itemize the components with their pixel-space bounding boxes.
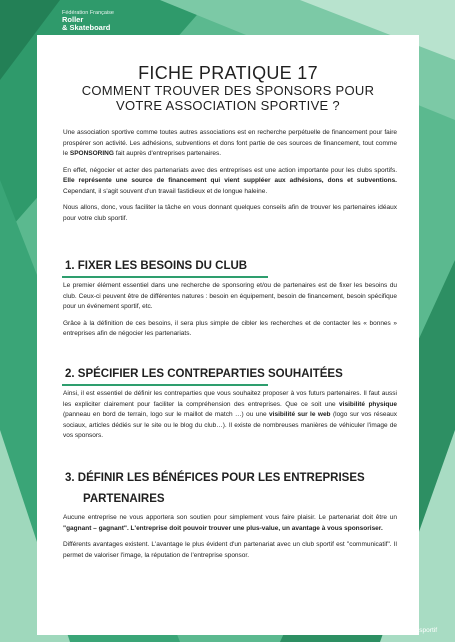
- heading-underline: [62, 384, 268, 386]
- section-2-heading: 2. SPÉCIFIER LES CONTREPARTIES SOUHAITÉES: [65, 368, 343, 380]
- section-2-paragraph-1: Ainsi, il est essentiel de définir les contreparties que vous souhaitez proposer à vos futurs partenaires. Il faut aussi les expliciter clairement pour faciliter la compréhension des entreprises. Que ce soit une visibilité physique (panneau en bord de terrain, logo sur le maillot de match …) ou une visibilité sur le web (logo sur vos réseaux sociaux, articles dédiés sur le site ou le blog du club…). Il existe de nombreuses manières de véhiculer l'image de vos sponsors.: [63, 390, 397, 439]
- section-1-paragraph-1: Le premier élément essentiel dans une recherche de sponsoring et/ou de partenaires est de fixer les besoins du club. Ceux-ci peuvent être de différentes natures : besoin en équipement, besoin de financement, besoin spécifique pour un événement sportif, etc.: [63, 282, 397, 310]
- intro-paragraph-3: Nous allons, donc, vous faciliter la tâche en vous donnant quelques conseils afin de trouver les partenaires idéaux pour votre club sportif.: [63, 204, 397, 222]
- section-1-text: [63, 281, 397, 340]
- section-3-paragraph-1: Aucune entreprise ne vous apportera son soutien pour simplement vous faire plaisir. Le partenariat doit être un "gagnant – gagnant". L'entreprise doit pouvoir trouver une plus-value, un avantage à vous sponsoriser.: [63, 514, 397, 532]
- heading-underline: [62, 276, 268, 278]
- section-3-heading-line-1: 3. DÉFINIR LES BÉNÉFICES POUR LES ENTREPRISES: [65, 472, 365, 484]
- section-1-paragraph-2: Grâce à la définition de ces besoins, il sera plus simple de cibler les recherches et de contacter les « bonnes » entreprises afin de négocier les partenariats.: [63, 319, 397, 337]
- subtitle-line-1: COMMENT TROUVER DES SPONSORS POUR: [81, 83, 375, 98]
- section-3-heading: [65, 468, 365, 510]
- logo-line-3: & Skateboard: [62, 23, 111, 33]
- intro-text: [63, 128, 397, 224]
- section-3-heading-line-2: PARTENAIRES: [83, 493, 165, 505]
- section-3-text: [63, 513, 397, 561]
- page-title: FICHE PRATIQUE 17: [138, 63, 318, 83]
- intro-paragraph-1: Une association sportive comme toutes autres associations est en recherche perpétuelle de financement pour faire prospérer son activité. Les adhésions, subventions et dons font partie de ces sources de financement, tout comme le SPONSORING fait auprès d'entreprises partenaires.: [63, 129, 397, 157]
- page-footer: Fiche pratique – Sponsoring sportif: [336, 627, 437, 634]
- content-panel: [37, 35, 419, 635]
- logo-line-1: Fédération Française: [62, 10, 114, 16]
- subtitle-line-2: VOTRE ASSOCIATION SPORTIVE ?: [116, 98, 340, 113]
- section-2-text: [63, 389, 397, 442]
- logo-line-2: Roller: [62, 15, 84, 25]
- section-3-paragraph-2: Différents avantages existent. L'avantage le plus évident d'un partenariat avec un club sportif est "communicatif". Il permet de valoriser l'image, la réputation de l'entreprise sponsor.: [63, 541, 397, 559]
- intro-paragraph-2: En effet, négocier et acter des partenariats avec des entreprises est une action importante pour les clubs sportifs. Elle représente une source de financement qui vient suppléer aux adhésions, dons et subventions. Cependant, il s'agit souvent d'un travail fastidieux et de longue haleine.: [63, 166, 397, 195]
- section-1-heading: 1. FIXER LES BESOINS DU CLUB: [65, 260, 247, 272]
- page-subtitle: [37, 83, 419, 113]
- ffrs-logo: [62, 10, 114, 33]
